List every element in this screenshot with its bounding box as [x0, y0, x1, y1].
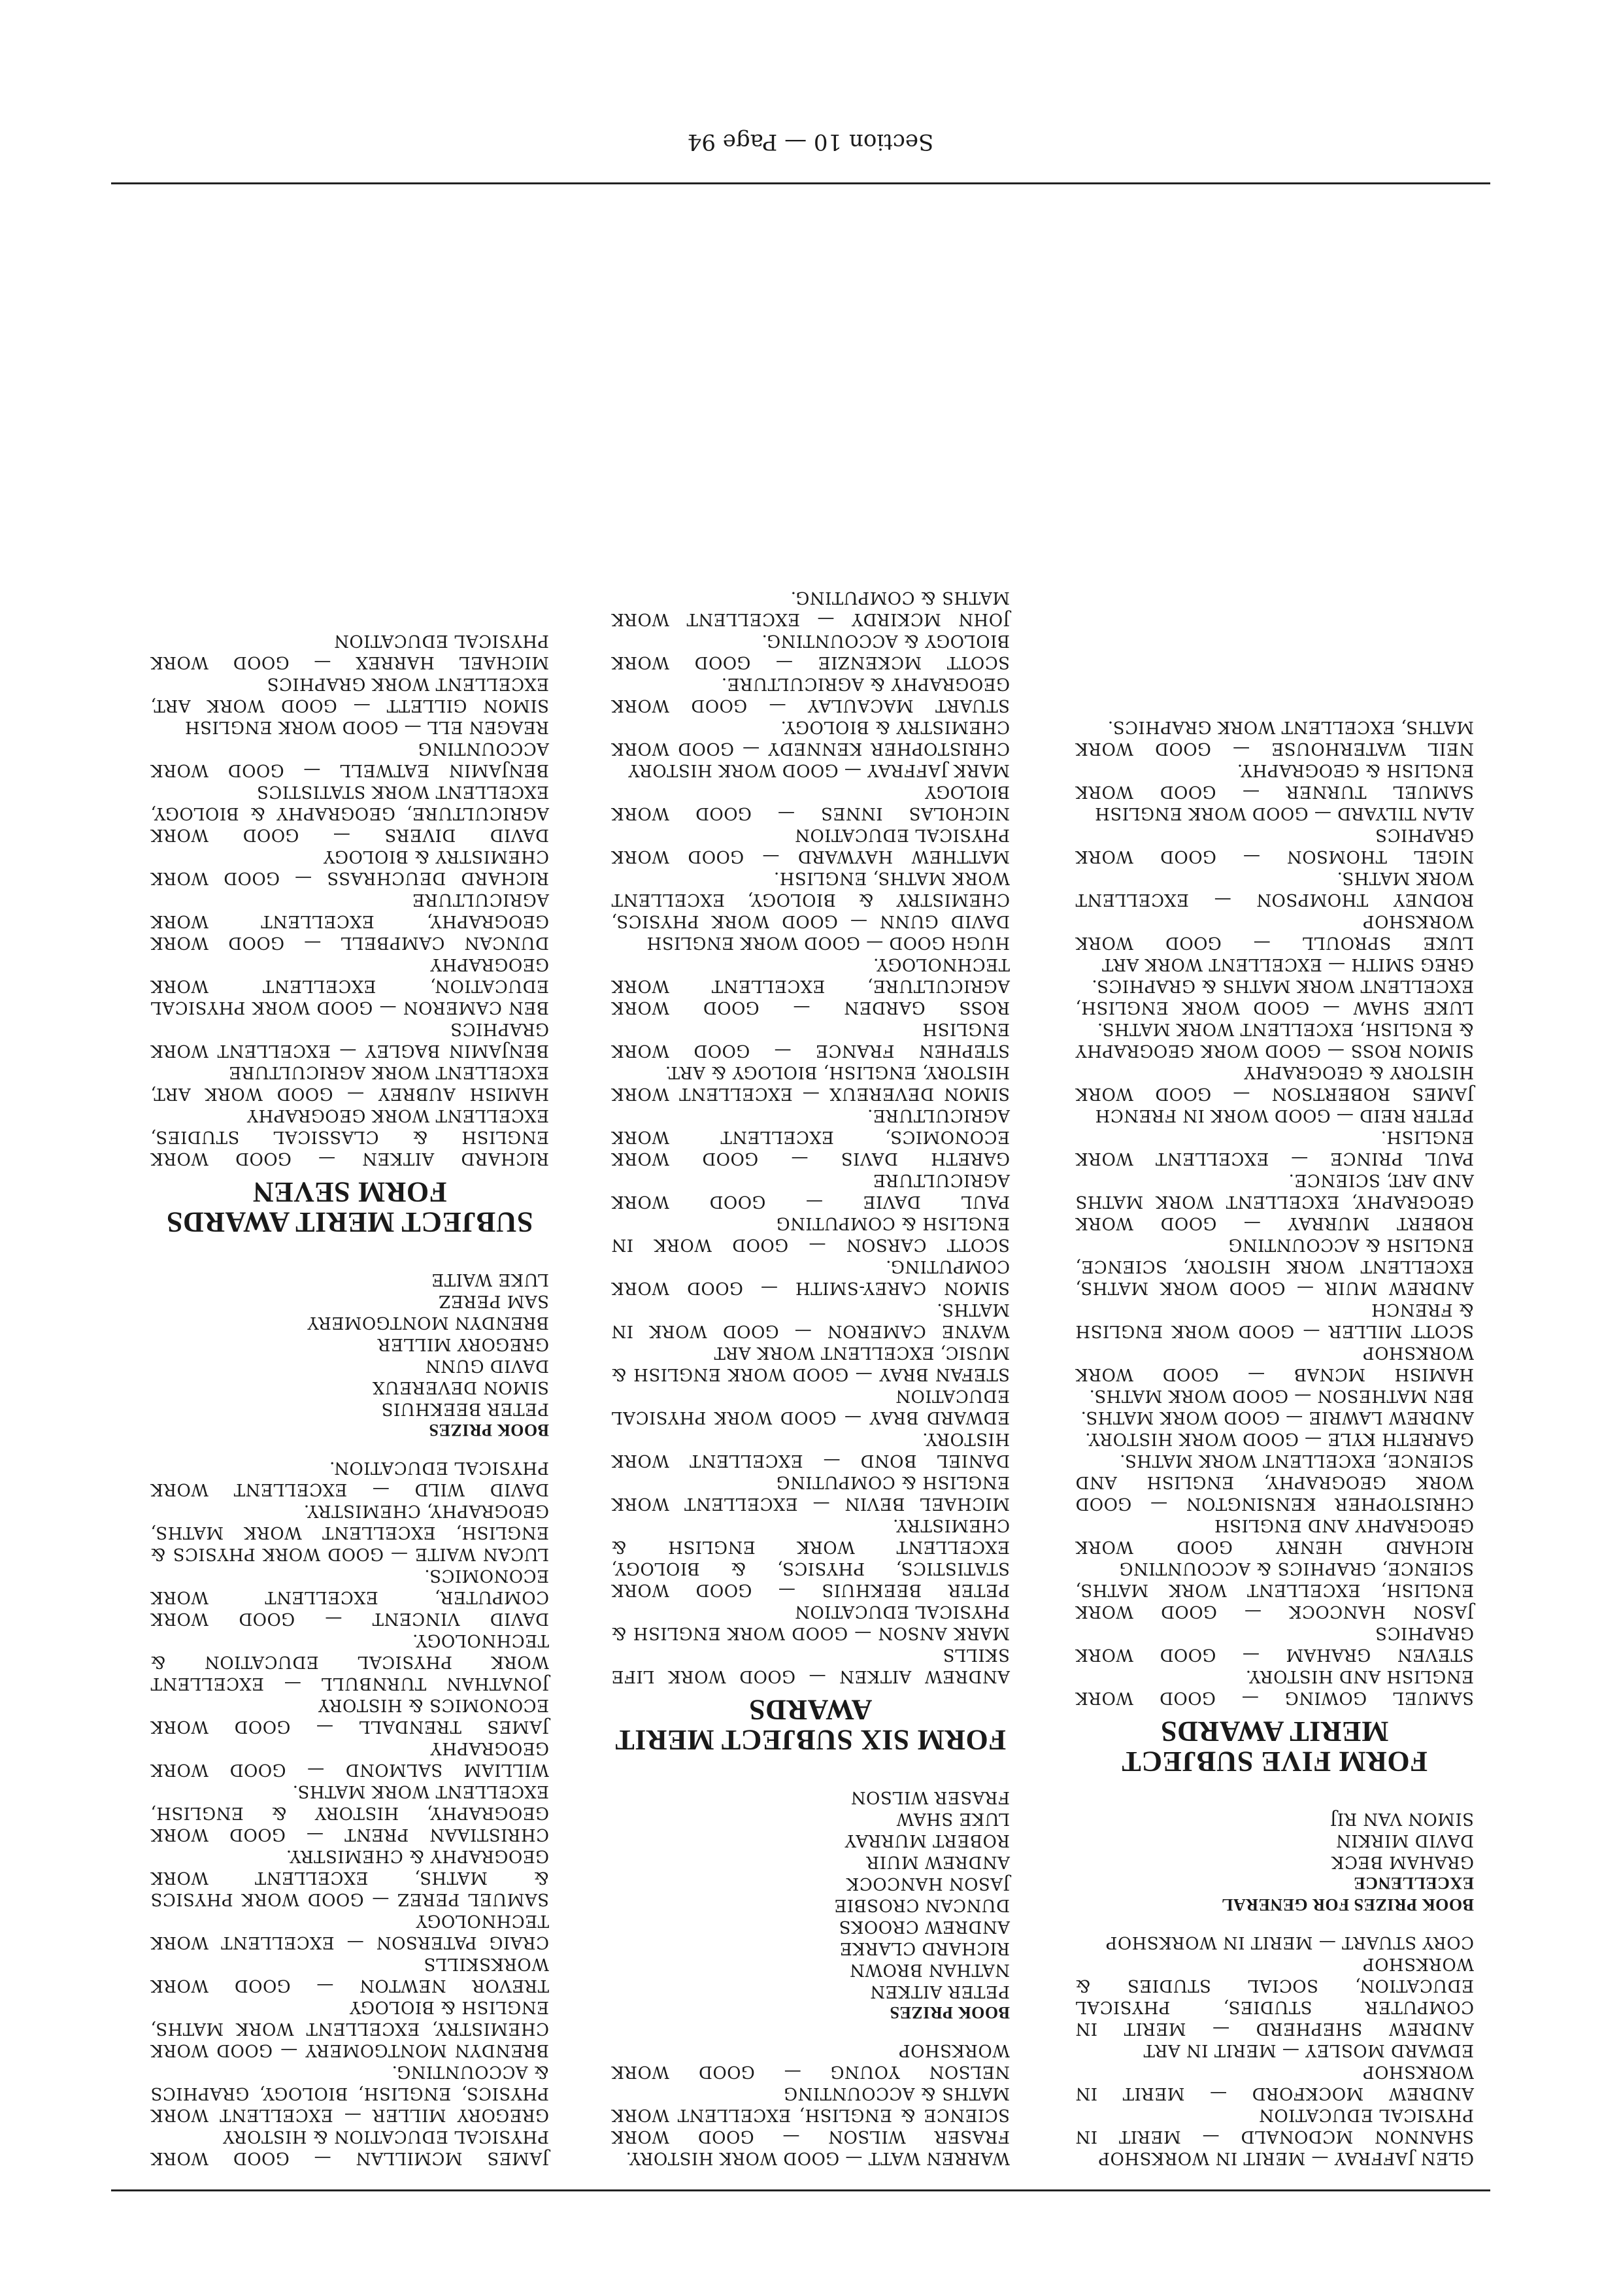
bottom-rule [111, 182, 1490, 184]
award-entry: STUART MACAULAY — GOOD WORK GEOGRAPHY & AGRICULTURE. [611, 674, 1010, 715]
award-entry: MARK ANSON — GOOD WORK ENGLISH & PHYSICAL EDUCATION [611, 1602, 1010, 1643]
award-entry: DAVID VINCENT — GOOD WORK COMPUTER, EXCELLENT WORK ECONOMICS. [150, 1566, 549, 1629]
award-entry: GREG SMITH — EXCELLENT WORK ART [1101, 954, 1474, 974]
award-entry: CRAIG PATERSON — EXCELLENT WORK TECHNOLOGY [150, 1911, 549, 1952]
prize-name: DUNCAN CROSBIE [833, 1895, 1010, 1915]
award-entry: LUKE SHAW — GOOD WORK ENGLISH, EXCELLENT WORK MATHS & GRAPHICS. [1075, 976, 1474, 1017]
award-entry: ANDREW MOCKFORD — MERIT IN WORKSHOP [1075, 2062, 1474, 2103]
award-entry: ANDREW MUIR — GOOD WORK MATHS, EXCELLENT WORK HISTORY, SCIENCE, ENGLISH & ACCOUNTING [1075, 1235, 1474, 1298]
award-entry: JONATHAN TURNBULL — EXCELLENT WORK PHYSICAL EDUCATION & TECHNOLOGY. [150, 1630, 549, 1693]
section-heading-form-seven: SUBJECT MERIT AWARDS FORM SEVEN [166, 1176, 533, 1238]
award-entry: RICHARD HENRY GOOD WORK GEOGRAPHY AND ENGLISH [1075, 1515, 1474, 1557]
award-entry: BENJAMIN EATWELL — GOOD WORK ACCOUNTING [150, 739, 549, 780]
column-form-seven [150, 630, 549, 2169]
award-entry: SIMON CAREY-SMITH — GOOD WORK COMPUTING. [611, 1257, 1010, 1298]
top-rule [111, 2189, 1490, 2191]
award-entry: SIMON DEVEREUX — EXCELLENT WORK HISTORY, ENGLISH, BIOLOGY & ART. [611, 1062, 1010, 1104]
award-entry: BRENDYN MONTGOMERY — GOOD WORK CHEMISTRY, EXCELLENT WORK MATHS, ENGLISH & BIOLOGY [150, 1997, 549, 2060]
award-entry: REAGEN ELL — GOOD WORK ENGLISH [184, 717, 549, 737]
award-entry: LUKE SPROULL — GOOD WORK WORKSHOP [1075, 911, 1474, 953]
prize-name: SIMON DEVEREUX [372, 1377, 549, 1397]
award-entry: MARK JAFFRAY — GOOD WORK HISTORY [627, 760, 1010, 780]
award-entry: NELSON YOUNG — GOOD WORK WORKSHOP [611, 2040, 1010, 2082]
award-entry: PETER REID — GOOD WORK IN FRENCH [1095, 1106, 1474, 1125]
book-prizes-heading: BOOK PRIZES [890, 2003, 1010, 2022]
column-form-five [1075, 716, 1474, 2169]
award-entry: GARETH DAVIS — GOOD WORK ECONOMICS, EXCELLENT WORK AGRICULTURE. [611, 1106, 1010, 1168]
award-entry: SAMUEL GOWING — GOOD WORK ENGLISH AND HISTORY. [1075, 1666, 1474, 1708]
award-entry: SCOTT MCKENZIE — GOOD WORK BIOLOGY & ACCOUNTING. [611, 631, 1010, 672]
award-entry: HAMISH MCNAB — GOOD WORK WORKSHOP [1075, 1343, 1474, 1384]
award-entry: CHRISTOPHER KENSINGTON — GOOD WORK GEOGRAPHY, ENGLISH AND SCIENCE, EXCELLENT WORK MATHS. [1075, 1451, 1474, 1513]
award-entry: CHRISTOPHER KENNEDY — GOOD WORK CHEMISTRY & BIOLOGY. [611, 717, 1010, 758]
award-entry: NIGEL THOMSON — GOOD WORK GRAPHICS [1075, 825, 1474, 866]
section-heading-form-five: FORM FIVE SUBJECT MERIT AWARDS [1121, 1715, 1428, 1778]
award-entry: WARREN WATT — GOOD WORK HISTORY. [626, 2148, 1010, 2168]
prize-name: DAVID MIRKIN [1335, 1831, 1474, 1850]
award-entry: NEIL WATERHOUSE — GOOD WORK MATHS, EXCELLENT WORK GRAPHICS. [1075, 717, 1474, 758]
prize-name: FRASER WILSON [850, 1787, 1010, 1807]
award-entry: LUCAN WAITE — GOOD WORK PHYSICS & ENGLISH, EXCELLENT WORK MATHS, GEOGRAPHY, CHEMISTRY. [150, 1501, 549, 1564]
award-entry: SCOTT MILLER — GOOD WORK ENGLISH & FRENCH [1075, 1300, 1474, 1341]
award-entry: ANDREW LAWRIE — GOOD WORK MATHS. [1080, 1408, 1474, 1427]
book-prizes-heading: BOOK PRIZES FOR GENERAL [1221, 1895, 1474, 1914]
award-entry: DAVID WILD — EXCELLENT WORK PHYSICAL EDUCATION. [150, 1458, 549, 1499]
prize-name: GREGORY MILLER [377, 1334, 549, 1354]
award-entry: ROSS GARDEN — GOOD WORK AGRICULTURE, EXCELLENT WORK TECHNOLOGY. [611, 954, 1010, 1017]
prize-name: NATHAN BROWN [849, 1960, 1010, 1980]
award-entry: HAMISH AUBREY — GOOD WORK ART, EXCELLENT WORK AGRICULTURE [150, 1062, 549, 1104]
award-entry: PAUL DAVIE — GOOD WORK AGRICULTURE [611, 1170, 1010, 1211]
award-entry: NICHOLAS INNES — GOOD WORK BIOLOGY [611, 782, 1010, 823]
award-entry: JAMES MCMILLAN — GOOD WORK PHYSICAL EDUCATION & HISTORY [150, 2127, 549, 2168]
award-entry: BEN MATHESON — GOOD WORK MATHS. [1089, 1386, 1474, 1406]
award-entry: CORY STUART — MERIT IN WORKSHOP [1105, 1933, 1474, 1952]
award-entry: PETER BEEKHUIS — GOOD WORK STATISTICS, PHYSICS, & BIOLOGY, EXCELLENT WORK ENGLISH & CHEMISTRY. [611, 1515, 1010, 1600]
award-entry: DAVID GUNN — GOOD WORK PHYSICS, CHEMISTRY & BIOLOGY, EXCELLENT WORK MATHS, ENGLISH. [611, 868, 1010, 931]
award-entry: SAMUEL TURNER — GOOD WORK ENGLISH & GEOGRAPHY. [1075, 760, 1474, 802]
prize-name: LUKE WAITE [431, 1270, 549, 1289]
award-entry: JASON HANCOCK — GOOD WORK ENGLISH, EXCELLENT WORK MATHS, SCIENCE, GRAPHICS & ACCOUNTING [1075, 1559, 1474, 1621]
award-entry: BENJAMIN BAGLEY — EXCELLENT WORK GRAPHICS [150, 1019, 549, 1060]
award-entry: ALAN TILYARD — GOOD WORK ENGLISH [1094, 803, 1474, 823]
award-entry: PAUL PRINCE — EXCELLENT WORK ENGLISH. [1075, 1127, 1474, 1168]
prize-name: ROBERT MURRAY [844, 1831, 1010, 1850]
award-entry: RICHARD DEUCHRASS — GOOD WORK CHEMISTRY & BIOLOGY [150, 847, 549, 888]
award-entry: DAVID DIVERS — GOOD WORK AGRICULTURE, GEOGRAPHY & BIOLOGY, EXCELLENT WORK STATISTICS [150, 782, 549, 845]
award-entry: SIMON GILLETT — GOOD WORK ART, EXCELLENT WORK GRAPHICS [150, 674, 549, 715]
award-entry: ROBERT MURRAY — GOOD WORK GEOGRAPHY, EXCELLENT WORK MATHS AND ART, SCIENCE. [1075, 1170, 1474, 1233]
award-entry: TREVOR NEWTON — GOOD WORK WORKSKILLS [150, 1954, 549, 1995]
award-entry: GREGORY MILLER — EXCELLENT WORK PHYSICS, ENGLISH, BIOLOGY, GRAPHICS & ACCOUNTING. [150, 2062, 549, 2125]
award-entry: JAMES ROBERTSON — GOOD WORK HISTORY & GEOGRAPHY [1075, 1062, 1474, 1104]
column-form-six [611, 586, 1010, 2169]
award-entry: RODNEY THOMPSON — EXCELLENT WORK MATHS. [1075, 868, 1474, 909]
award-entry: SHANNON MCDONALD — MERIT IN PHYSICAL EDUCATION [1075, 2105, 1474, 2146]
award-entry: JAMES TRENDALL — GOOD WORK ECONOMICS & HISTORY [150, 1695, 549, 1736]
award-entry: DANIEL BOND — EXCELLENT WORK HISTORY. [611, 1429, 1010, 1470]
award-entry: HUGH GOOD — GOOD WORK ENGLISH [646, 933, 1010, 953]
award-entry: SCOTT CARSON — GOOD WORK IN ENGLISH & COMPUTING [611, 1213, 1010, 1255]
award-entry: BEN CAMERON — GOOD WORK PHYSICAL EDUCATION, EXCELLENT WORK GEOGRAPHY [150, 954, 549, 1017]
award-entry: FRASER WILSON — GOOD WORK SCIENCE & ENGLISH, EXCELLENT WORK MATHS & ACCOUNTING [611, 2084, 1010, 2146]
page-footer: Section 10 — Page 94 [687, 129, 934, 155]
prize-name: JASON HANCOCK [846, 1874, 1010, 1893]
award-entry: STEVEN GRAHAM — GOOD WORK GRAPHICS [1075, 1623, 1474, 1664]
award-entry: STEFAN BRAY — GOOD WORK ENGLISH & MUSIC, EXCELLENT WORK ART [611, 1343, 1010, 1384]
award-entry: GLEN JAFFRAY — MERIT IN WORKSHOP [1098, 2148, 1474, 2168]
award-entry: MATTHEW HAYWARD — GOOD WORK PHYSICAL EDUCATION [611, 825, 1010, 866]
prize-name: ANDREW CROOKS [839, 1917, 1010, 1936]
award-entry: CHRISTIAAN PRENT — GOOD WORK GEOGRAPHY, HISTORY & ENGLISH, EXCELLENT WORK MATHS. [150, 1781, 549, 1844]
award-entry: EDWARD BRAY — GOOD WORK PHYSICAL EDUCATION [611, 1386, 1010, 1427]
prize-name: BRENDYN MONTGOMERY [307, 1313, 549, 1332]
award-entry: RICHARD AITKEN — GOOD WORK ENGLISH & CLASSICAL STUDIES, EXCELLENT WORK GEOGRAPHY [150, 1106, 549, 1168]
prize-name: SIMON VAN RIJ [1329, 1809, 1474, 1829]
award-entry: SAMUEL PEREZ — GOOD WORK PHYSICS & MATHS, EXCELLENT WORK GEOGRAPHY & CHEMISTRY. [150, 1846, 549, 1909]
prize-name: DAVID GUNN [425, 1356, 549, 1376]
book-prizes-heading: BOOK PRIZES [429, 1421, 549, 1440]
prize-name: RICHARD CLARKE [839, 1938, 1010, 1958]
prize-name: PETER BEEKHUIS [381, 1399, 549, 1419]
award-entry: DUNCAN CAMPBELL — GOOD WORK GEOGRAPHY, EXCELLENT WORK AGRICULTURE [150, 890, 549, 953]
award-entry: WAYNE CAMERON — GOOD WORK IN MATHS. [611, 1300, 1010, 1341]
book-prizes-heading-cont: EXCELLENCE [1353, 1874, 1474, 1893]
award-entry: SIMON ROSS — GOOD WORK GEOGRAPHY & ENGLISH, EXCELLENT WORK MATHS. [1075, 1019, 1474, 1060]
prize-name: LUKE SHAW [896, 1809, 1010, 1829]
award-entry: ANDREW AITKEN — GOOD WORK LIFE SKILLS [611, 1645, 1010, 1686]
prize-name: PETER AITKEN [869, 1982, 1010, 2001]
award-entry: GARRETH KYLE — GOOD WORK HISTORY. [1084, 1429, 1474, 1449]
prize-name: GRAHAM BECK [1331, 1852, 1474, 1872]
award-entry: EDWARD MOSLEY — MERIT IN ART [1143, 2040, 1474, 2060]
prize-name: ANDREW MUIR [866, 1852, 1010, 1872]
award-entry: WILLIAM SALMOND — GOOD WORK GEOGRAPHY [150, 1738, 549, 1780]
section-heading-form-six: FORM SIX SUBJECT MERIT AWARDS [614, 1694, 1007, 1756]
award-entry: MICHAEL HARREX — GOOD WORK PHYSICAL EDUCATION [150, 631, 549, 672]
award-entry: JOHN MCKIRDY — EXCELLENT WORK MATHS & COMPUTING. [611, 588, 1010, 629]
prize-name: SAM PEREZ [438, 1291, 549, 1311]
award-entry: MICHAEL BEVIN — EXCELLENT WORK ENGLISH & COMPUTING [611, 1472, 1010, 1513]
award-entry: STEPHEN FRANCE — GOOD WORK ENGLISH [611, 1019, 1010, 1060]
award-entry: ANDREW SHEPHERD — MERIT IN COMPUTER STUDIES, PHYSICAL EDUCATION, SOCIAL STUDIES & WORKSHOP [1075, 1954, 1474, 2038]
